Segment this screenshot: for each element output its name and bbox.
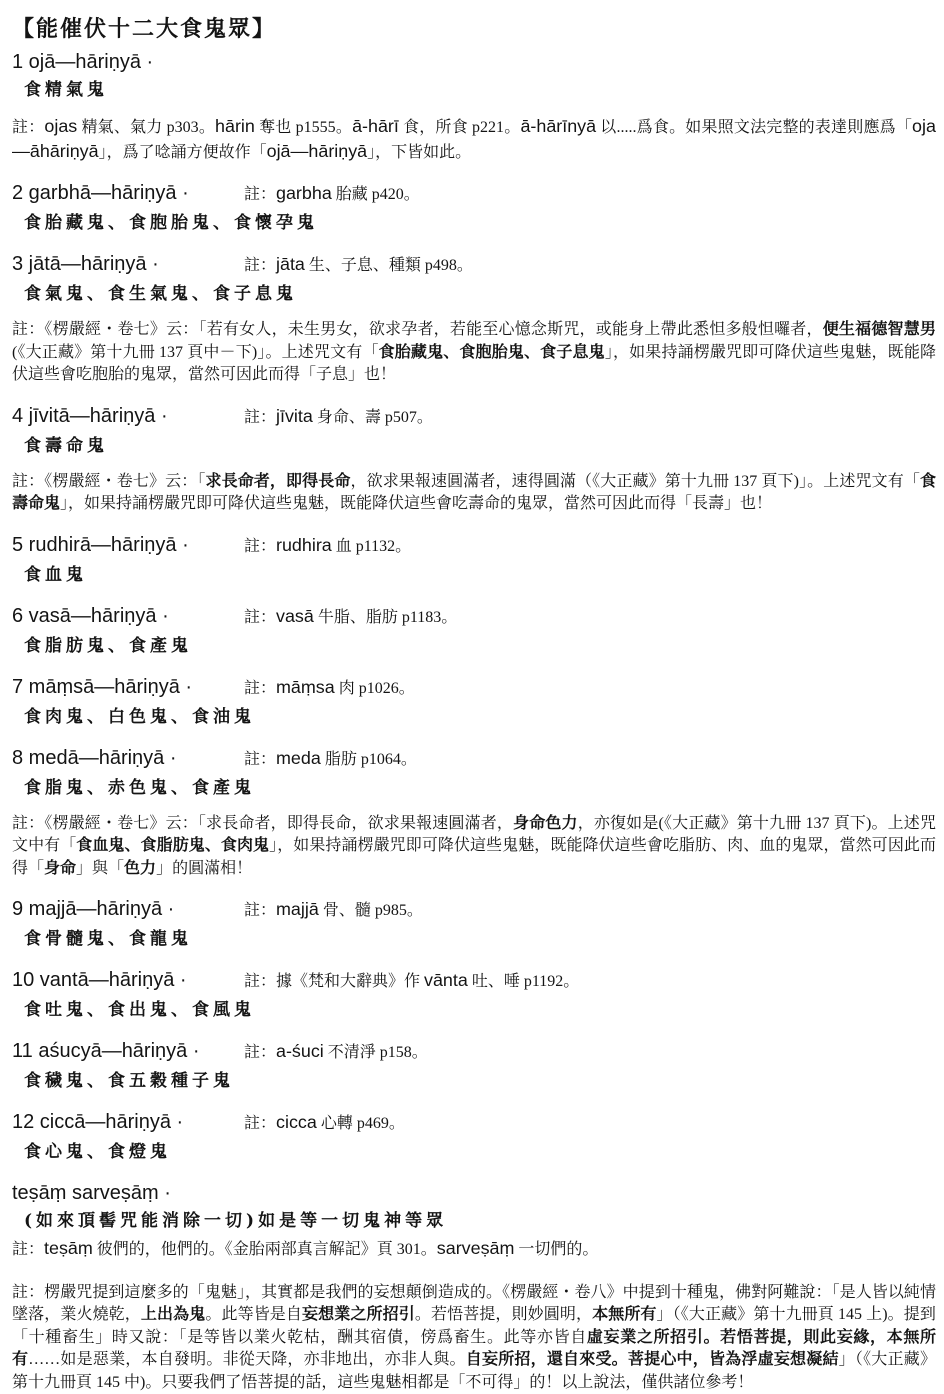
entry-note-paragraph: 註：《楞嚴經・卷七》云：「求長命者，即得長命，欲求果報速圓滿者，速得圓滿（《大正藏》第十九冊 137 頁下)」。上述咒文有「食壽命鬼」，如果持誦楞嚴咒即可降伏這些鬼魅，既能降伏這些會吃壽命的鬼眾，當然可因此而得「長壽」也！ [12,471,936,516]
ghost-entry [12,1109,936,1164]
entry-ghost-names: 食脂鬼、赤色鬼、食產鬼 [12,776,936,800]
entry-sanskrit-name: 4 jīvitā—hāriṇyā · [12,403,244,429]
entry-ghost-names: 食血鬼 [12,563,936,587]
document-title: 【能催伏十二大食鬼眾】 [12,12,936,43]
ghost-entry [12,896,936,951]
entry-inline-note: 註：a-śuci 不清淨 p158。 [244,1038,428,1066]
ghost-entry [12,532,936,587]
entry-note-paragraph: 註：ojas 精氣、氣力 p303。hārin 奪也 p1555。ā-hārī 食，所食 p221。ā-hārīnyā 以.....爲食。如果照文法完整的表達則應爲「oja—āhāriṇyā」，爲了唸誦方便故作「ojā—hāriṇyā」，下皆如此。 [12,115,936,164]
entry-inline-note: 註：meda 脂肪 p1064。 [244,745,417,773]
ghost-entry [12,603,936,658]
entry-ghost-names: 食壽命鬼 [12,434,936,458]
entry-ghost-names: 食氣鬼、食生氣鬼、食子息鬼 [12,282,936,306]
entry-sanskrit-name: 8 medā—hāriṇyā · [12,745,244,771]
entry-sanskrit-name: 3 jātā—hāriṇyā · [12,251,244,277]
entry-sanskrit-name: 7 māṃsā—hāriṇyā · [12,674,244,700]
entry-note-paragraph: 註：《楞嚴經・卷七》云：「求長命者，即得長命，欲求果報速圓滿者，身命色力，亦復如是(《大正藏》第十九冊 137 頁下)。上述咒文中有「食血鬼、食脂肪鬼、食肉鬼」，如果持誦楞嚴咒即可降伏這些鬼魅，既能降伏這些會吃脂肪、肉、血的鬼眾，當然可因此而得「身命」與「色力」的圓滿相！ [12,813,936,881]
closing-sanskrit-name: teṣāṃ sarveṣāṃ · [12,1180,244,1206]
entry-sanskrit-name: 10 vantā—hāriṇyā · [12,967,244,993]
entry-inline-note: 註：cicca 心轉 p469。 [244,1109,405,1137]
entry-sanskrit-name: 12 ciccā—hāriṇyā · [12,1109,244,1135]
entry-sanskrit-name: 6 vasā—hāriṇyā · [12,603,244,629]
entry-inline-note: 註：據《梵和大辭典》作 vānta 吐、唾 p1192。 [244,967,579,995]
entry-ghost-names: 食穢鬼、食五穀種子鬼 [12,1069,936,1093]
entry-sanskrit-name: 1 ojā—hāriṇyā · [12,49,244,75]
entry-inline-note: 註：rudhira 血 p1132。 [244,532,411,560]
closing-ghost-names: (如來頂髻咒能消除一切)如是等一切鬼神等眾 [12,1209,936,1233]
entry-inline-note: 註：māṃsa 肉 p1026。 [244,674,415,702]
ghost-entry [12,251,936,387]
ghost-entry [12,49,936,164]
closing-section [12,1180,936,1394]
ghost-entry [12,403,936,516]
entry-sanskrit-name: 5 rudhirā—hāriṇyā · [12,532,244,558]
final-note-paragraph: 註：楞嚴咒提到這麼多的「鬼魅」，其實都是我們的妄想顛倒造成的。《楞嚴經・卷八》中提到十種鬼，佛對阿難說：「是人皆以純情墜落，業火燒乾，上出為鬼。此等皆是自妄想業之所招引。若悟菩提，則妙圓明，本無所有」（《大正藏》第十九冊頁 145 上)。提到「十種畜生」時又說：「是等皆以業火乾枯，酬其宿債，傍爲畜生。此等亦皆自虛妄業之所招引。若悟菩提，則此妄緣，本無所有……如是惡業，本自發明。非從天降，亦非地出，亦非人與。自妄所招，還自來受。菩提心中，皆為浮虛妄想凝結」（《大正藏》第十九冊頁 145 中)。只要我們了悟菩提的話，這些鬼魅相都是「不可得」的！以上說法，僅供諸位參考！ [12,1282,936,1394]
ghost-entry [12,745,936,881]
entry-inline-note: 註：garbha 胎藏 p420。 [244,180,420,208]
ghost-entry [12,1038,936,1093]
entry-inline-note: 註：vasā 牛脂、脂肪 p1183。 [244,603,457,631]
entry-ghost-names: 食吐鬼、食出鬼、食風鬼 [12,998,936,1022]
entry-sanskrit-name: 2 garbhā—hāriṇyā · [12,180,244,206]
entry-note-paragraph: 註：《楞嚴經・卷七》云：「若有女人，未生男女，欲求孕者，若能至心憶念斯咒，或能身上帶此悉怛多般怛囉者，便生福德智慧男(《大正藏》第十九冊 137 頁中－下)」。上述咒文有「食胎藏鬼、食胞胎鬼、食子息鬼」，如果持誦楞嚴咒即可降伏這些鬼魅，既能降伏這些會吃胞胎的鬼眾，當然可因此而得「子息」也！ [12,319,936,387]
entry-ghost-names: 食心鬼、食燈鬼 [12,1140,936,1164]
entry-inline-note: 註：majjā 骨、髓 p985。 [244,896,423,924]
entry-ghost-names: 食脂肪鬼、食產鬼 [12,634,936,658]
entry-sanskrit-name: 9 majjā—hāriṇyā · [12,896,244,922]
entry-inline-note: 註：jāta 生、子息、種類 p498。 [244,251,473,279]
ghost-entry [12,967,936,1022]
ghost-entry [12,674,936,729]
entry-ghost-names: 食精氣鬼 [12,78,936,102]
ghost-entry [12,180,936,235]
entry-ghost-names: 食肉鬼、白色鬼、食油鬼 [12,705,936,729]
entry-ghost-names: 食胎藏鬼、食胞胎鬼、食懷孕鬼 [12,211,936,235]
ghost-entry-list [12,49,936,1164]
entry-sanskrit-name: 11 aśucyā—hāriṇyā · [12,1038,244,1064]
entry-ghost-names: 食骨髓鬼、食龍鬼 [12,927,936,951]
entry-inline-note: 註：jīvita 身命、壽 p507。 [244,403,433,431]
closing-note: 註：teṣāṃ 彼們的，他們的。《金胎兩部真言解記》頁 301。sarveṣāṃ 一切們的。 [12,1237,936,1262]
